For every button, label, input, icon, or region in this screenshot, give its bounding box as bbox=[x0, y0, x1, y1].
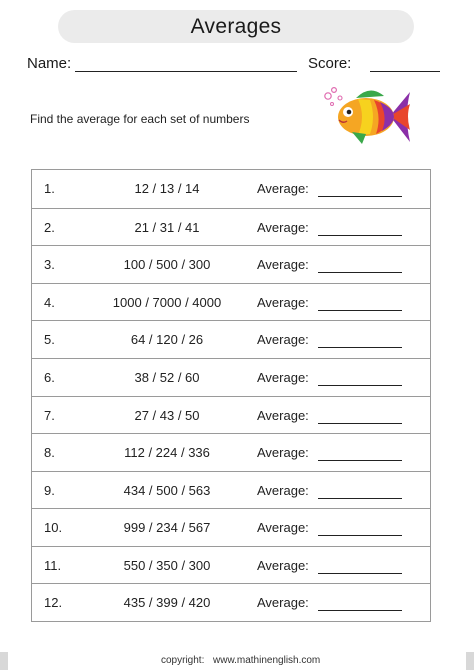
name-score-row bbox=[27, 55, 447, 75]
number-set: 12 / 13 / 14 bbox=[134, 181, 200, 196]
number-set: 999 / 234 / 567 bbox=[123, 520, 211, 536]
footer bbox=[0, 653, 474, 670]
instructions: Find the average for each set of numbers bbox=[30, 112, 250, 126]
problem-row bbox=[32, 433, 430, 471]
problem-number: 7. bbox=[44, 407, 55, 423]
name-field[interactable] bbox=[75, 71, 297, 72]
title-banner bbox=[58, 10, 414, 43]
problem-number: 4. bbox=[44, 294, 55, 310]
average-label: Average: bbox=[257, 219, 309, 235]
problem-number: 9. bbox=[44, 482, 55, 498]
problem-row bbox=[32, 471, 430, 509]
problem-row bbox=[32, 170, 430, 208]
average-label: Average: bbox=[257, 332, 309, 348]
problem-row bbox=[32, 546, 430, 584]
number-set: 550 / 350 / 300 bbox=[123, 557, 211, 573]
average-answer-field[interactable] bbox=[318, 423, 402, 424]
problem-row bbox=[32, 245, 430, 283]
number-set: 27 / 43 / 50 bbox=[134, 407, 200, 423]
average-label: Average: bbox=[257, 595, 309, 611]
problem-number: 12. bbox=[44, 595, 63, 611]
problem-number: 8. bbox=[44, 445, 55, 461]
problem-number: 2. bbox=[44, 219, 55, 235]
footer-left-edge bbox=[0, 652, 8, 670]
average-answer-field[interactable] bbox=[318, 610, 402, 611]
problem-row bbox=[32, 358, 430, 396]
average-answer-field[interactable] bbox=[318, 310, 402, 311]
name-label: Name: bbox=[27, 55, 72, 72]
website-link[interactable]: www.mathinenglish.com bbox=[213, 655, 321, 666]
number-set: 435 / 399 / 420 bbox=[123, 595, 211, 611]
footer-right-edge bbox=[466, 652, 474, 670]
average-label: Average: bbox=[257, 181, 309, 196]
average-label: Average: bbox=[257, 482, 309, 498]
number-set: 38 / 52 / 60 bbox=[134, 369, 200, 385]
problem-row bbox=[32, 508, 430, 546]
problem-row bbox=[32, 396, 430, 434]
average-answer-field[interactable] bbox=[318, 498, 402, 499]
problem-number: 3. bbox=[44, 257, 55, 273]
problem-number: 11. bbox=[44, 557, 62, 573]
problem-row bbox=[32, 283, 430, 321]
problem-row bbox=[32, 208, 430, 246]
average-answer-field[interactable] bbox=[318, 272, 402, 273]
average-answer-field[interactable] bbox=[318, 347, 402, 348]
average-label: Average: bbox=[257, 294, 309, 310]
problem-number: 6. bbox=[44, 369, 55, 385]
problem-number: 5. bbox=[44, 332, 55, 348]
average-label: Average: bbox=[257, 407, 309, 423]
score-field[interactable] bbox=[370, 71, 440, 72]
problem-table bbox=[31, 169, 431, 622]
cartoon-fish-icon bbox=[318, 84, 414, 150]
average-answer-field[interactable] bbox=[318, 460, 402, 461]
average-label: Average: bbox=[257, 557, 309, 573]
problem-number: 10. bbox=[44, 520, 63, 536]
average-answer-field[interactable] bbox=[318, 535, 402, 536]
number-set: 434 / 500 / 563 bbox=[123, 482, 211, 498]
average-answer-field[interactable] bbox=[318, 196, 402, 197]
average-label: Average: bbox=[257, 369, 309, 385]
number-set: 1000 / 7000 / 4000 bbox=[112, 294, 222, 310]
problem-row bbox=[32, 320, 430, 358]
average-label: Average: bbox=[257, 520, 309, 536]
number-set: 64 / 120 / 26 bbox=[130, 332, 204, 348]
number-set: 112 / 224 / 336 bbox=[124, 445, 210, 461]
page-title: Averages bbox=[190, 14, 282, 38]
number-set: 100 / 500 / 300 bbox=[123, 257, 211, 273]
number-set: 21 / 31 / 41 bbox=[134, 219, 200, 235]
problem-row bbox=[32, 583, 430, 621]
average-label: Average: bbox=[257, 445, 309, 461]
score-label: Score: bbox=[308, 55, 352, 72]
average-answer-field[interactable] bbox=[318, 385, 402, 386]
average-label: Average: bbox=[257, 257, 309, 273]
copyright-label: copyright: bbox=[161, 655, 205, 666]
average-answer-field[interactable] bbox=[318, 573, 402, 574]
problem-number: 1. bbox=[44, 181, 55, 196]
average-answer-field[interactable] bbox=[318, 235, 402, 236]
